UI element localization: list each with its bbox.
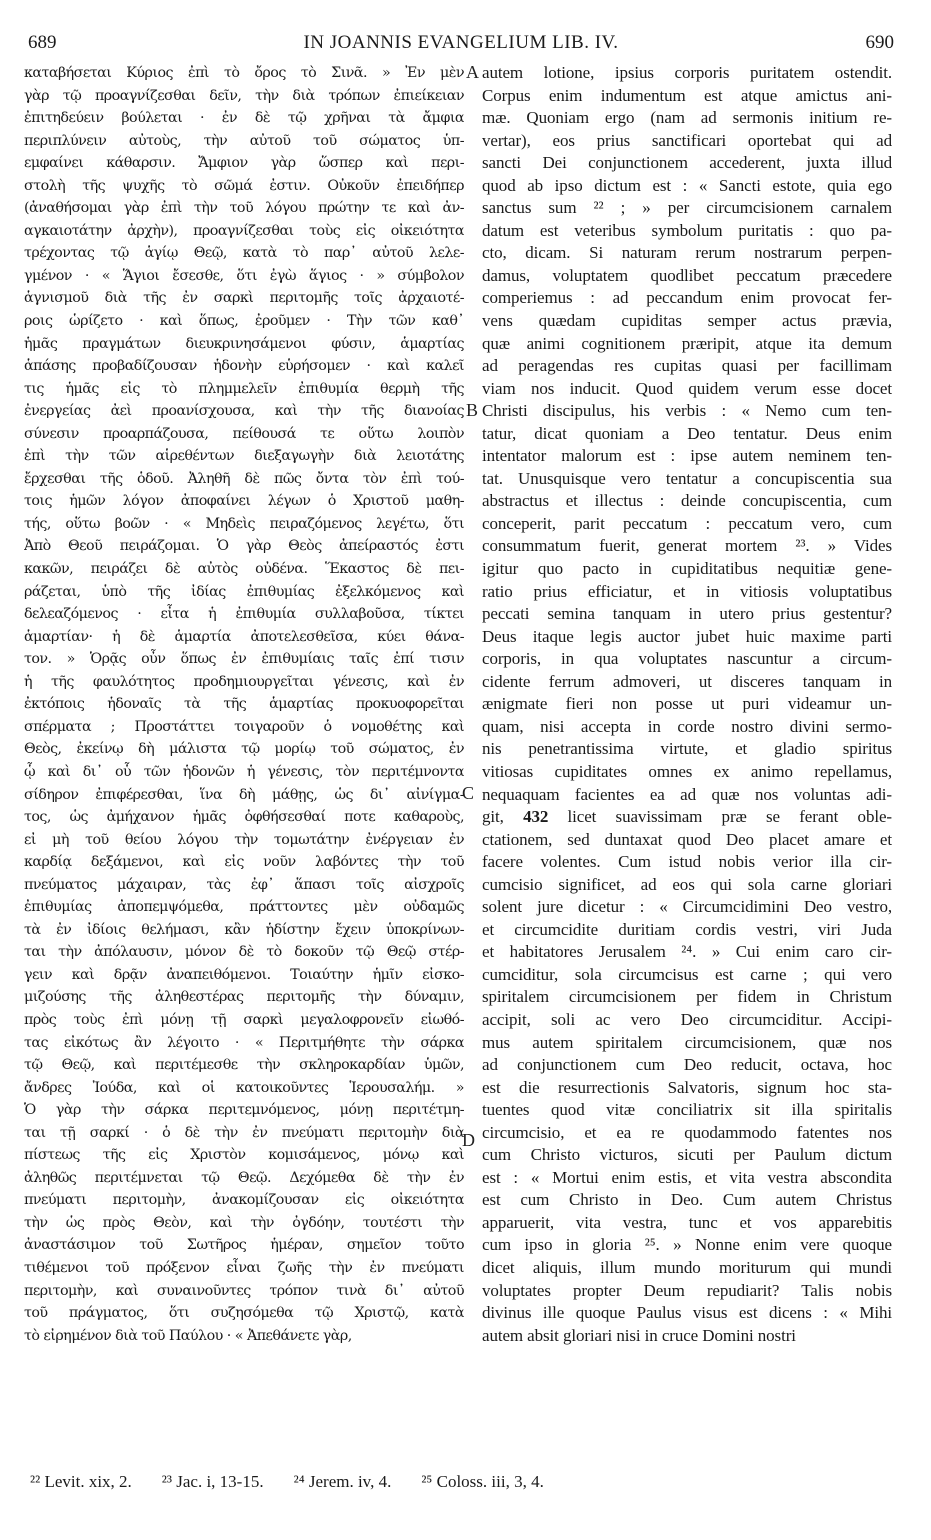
greek-column	[24, 62, 464, 1347]
latin-text-line: conceperit, parit peccatum : peccatum vero, cum	[482, 513, 892, 533]
section-marker-d: D	[462, 1130, 475, 1150]
latin-text-line: dicet aliquis, illum mundo moriturum qui mundi	[482, 1257, 892, 1277]
greek-text-line: τον. » Ὁρᾷς οὖν ὅπως ἐν ἐπιθυμίαις ταῖς ἐπί τισιν	[24, 651, 464, 668]
greek-text-line: ἐπιθυμίας ἀποπεμψόμεθα, πράττοντες μὲν οὐδαμῶς	[24, 899, 464, 916]
latin-text-line: sancti Dei conjunctionem accederent, juxta illud	[482, 153, 892, 173]
greek-text-line: πνεύματι περιτομὴν, ἀνακομίζουσαν εἰς οἰκειότητα	[24, 1192, 464, 1209]
latin-text-line: circumcisio, et ea re quodammodo fatentes nos	[482, 1122, 892, 1142]
latin-text-line: nequaquam facientes ea ad quæ nos voluntas adi-	[482, 784, 892, 804]
greek-text-line: περιτομὴν, καὶ συναινοῦντες τρόπον τινὰ δι᾽ αὐτοῦ	[24, 1282, 464, 1299]
greek-text-line: ἡμᾶς πραγμάτων διευκρινησάμενοι φύσιν, ἁμαρτίας	[24, 335, 464, 352]
latin-text-line: solent jure dicetur : « Circumcidimini Deo vestro,	[482, 897, 892, 917]
latin-text-line: cum Christo victuros, sicuti per Paulum dictum	[482, 1145, 892, 1165]
running-header	[28, 32, 894, 56]
greek-text-line: ἐπὶ τὴν τῶν αἱρεθέντων διεξαγωγὴν διὰ λειοτάτης	[24, 448, 464, 465]
latin-text-line: est cum Christo in Deo. Cum autem Christus	[482, 1190, 892, 1210]
latin-text-line: datum est veteribus symbolum puritatis : quo pa-	[482, 220, 892, 240]
latin-text-line: ad peragendas res cupitas quasi per facillimam	[482, 356, 892, 376]
greek-text-line: ἐπιτηδεύειν βούλεται · ἐν δὲ τῷ χρῆναι τὰ ἄμφια	[24, 110, 464, 127]
section-marker-b: B	[466, 400, 479, 420]
greek-text-line: Ὁ γὰρ τὴν σάρκα περιτεμνόμενος, μόνῃ περιτέτμη-	[24, 1102, 464, 1119]
footnotes	[30, 1472, 690, 1496]
footnote: ²² Levit. xix, 2.	[30, 1472, 132, 1491]
latin-text-line: intentator malorum est : ipse autem neminem ten-	[482, 446, 892, 466]
latin-text-line: vertar), eos prius sanctificari oportebat qui ad	[482, 130, 892, 150]
latin-text-line: autem absit gloriari nisi in cruce Domini nostri	[482, 1325, 796, 1345]
latin-text-line: corporis, in qua voluptates nascuntur a circum-	[482, 649, 892, 669]
latin-text-line: est die resurrectionis Salvatoris, signum hoc sta-	[482, 1077, 892, 1097]
latin-text-line: et circumcidite duritiam cordis vestri, viri Juda	[482, 919, 892, 939]
greek-text-line: καρδίᾳ δεξάμενοι, καὶ εἰς νοῦν λαβόντες τὴν τοῦ	[24, 854, 464, 871]
latin-column	[482, 62, 892, 1347]
section-marker-c: C	[462, 783, 475, 803]
greek-text-line: πνεύματος μάχαιραν, τὰς ἐφ᾽ ἅπασι τοῖς αἰσχροῖς	[24, 876, 464, 893]
latin-text-line: abstractus et illectus : deinde concupiscentia, cum	[482, 491, 892, 511]
greek-text-line: στολὴ τῆς ψυχῆς τὸ σῶμά ἐστιν. Οὐκοῦν ἐπειδήπερ	[24, 177, 464, 194]
right-page-number: 690	[865, 32, 894, 53]
latin-text-line: tuentes quod vitæ conciliatrix sit illa spiritalis	[482, 1100, 892, 1120]
greek-text-line: ται τῇ σαρκί · ὁ δὲ τὴν ἐν πνεύματι περιτομὴν διὰ	[24, 1124, 464, 1141]
section-marker-a: A	[466, 62, 479, 82]
latin-text-line: Deus itaque legis auctor jubet huic maxime parti	[482, 626, 892, 646]
greek-text-line: εἰ μὴ τοῦ θείου λόγου τὴν τομωτάτην ἐνέργειαν ἐν	[24, 831, 464, 848]
left-page-number: 689	[28, 32, 57, 53]
latin-text-line: spiritalem circumcisionem per fidem in Christum	[482, 987, 892, 1007]
greek-text-line: ἐκτόποις ἡδοναῖς τὰ τῆς ἁμαρτίας προκυοφορεῖται	[24, 696, 464, 713]
greek-text-line: σπέρματα ; Προστάττει τοιγαροῦν ὁ νομοθέτης καὶ	[24, 718, 464, 735]
latin-text-line: autem lotione, ipsius corporis puritatem ostendit.	[482, 63, 892, 82]
latin-text-line: comperiemus : ad peccandum enim provocat fer-	[482, 288, 892, 308]
greek-text-line: πρὸς τοὺς ἐπὶ μόνῃ τῇ σαρκὶ μεγαλοφρονεῖν εἰωθό-	[24, 1011, 464, 1028]
latin-text-line: et habitatores Jerusalem ²⁴. » Cui enim caro cir-	[482, 942, 892, 962]
latin-text-line: voluptates propter Deum repudiarit? Talis nobis	[482, 1280, 892, 1300]
latin-text-line: consummatum fuerit, generat mortem ²³. » Vides	[482, 536, 892, 556]
latin-text-line: damus, voluptatem quodlibet peccatum præcedere	[482, 265, 892, 285]
latin-text-line: git, 432 licet suavissimam præ se ferant oble-	[482, 807, 892, 827]
greek-text-line: γμένον · « Ἅγιοι ἔσεσθε, ὅτι ἐγὼ ἅγιος · » σύμβολον	[24, 267, 464, 284]
greek-text-line: (ἀναθήσομαι γὰρ ἐπὶ τὴν τοῦ λόγου πρώτην τε καὶ ἀν-	[24, 200, 464, 217]
latin-text-line: cum ipso in gloria ²⁵. » Nonne enim vere quoque	[482, 1235, 892, 1255]
latin-text-line: facere volentes. Cum istud nobis verior illa cir-	[482, 852, 892, 872]
latin-text-line: cto, dicam. Si naturam rerum nostrarum perpen-	[482, 243, 892, 263]
latin-text-line: Corpus enim indumentum est atque amictus ani-	[482, 85, 892, 105]
latin-text-line: tat. Unusquisque vero tentatur a concupiscentia sua	[482, 468, 892, 488]
latin-text-line: quam, nisi accepta in corde nostro divini sermo-	[482, 716, 892, 736]
greek-text-line: ἄνδρες Ἰούδα, καὶ οἱ κατοικοῦντες Ἱερουσαλήμ. »	[24, 1079, 464, 1096]
marginal-page-number: 432	[523, 807, 549, 827]
latin-text-line: quod ab ipso dictum est : « Sancti estote, quia ego	[482, 175, 892, 195]
greek-text-line: καταβήσεται Κύριος ἐπὶ τὸ ὄρος τὸ Σινᾶ. » Ἐν μὲν	[24, 65, 464, 81]
latin-text-line: cumciditur, sola circumcisus est carne ; qui vero	[482, 964, 892, 984]
running-title: IN JOANNIS EVANGELIUM LIB. IV.	[303, 32, 619, 53]
latin-text-line: tatur, dicat quoniam a Deo tentatur. Deus enim	[482, 423, 892, 443]
latin-text-line: mæ. Quoniam ergo (nam ad sermonis initium re-	[482, 108, 892, 128]
greek-text-line: γειν καὶ δρᾷν ἀναπειθόμενοι. Τοιαύτην ἡμῖν εἰσκο-	[24, 966, 464, 983]
greek-text-line: ἔρχεσθαι τῆς ὁδοῦ. Ἀληθῆ δὲ πῶς ὄντα τὸν ἐπὶ τού-	[24, 470, 464, 487]
latin-text-line: ænigmate fieri non posse ut puri videamur un-	[482, 694, 892, 714]
greek-text-line: ἀναστάσιμον τοῦ Σωτῆρος ἡμέραν, σημεῖον τοῦτο	[24, 1237, 464, 1254]
greek-text-line: τοῦ πράγματος, ὅτι συζησόμεθα τῷ Χριστῷ, κατὰ	[24, 1305, 464, 1322]
greek-text-line: ἁπάσης προβαδίζουσαν ἡδονὴν εὑρήσομεν · καὶ καλεῖ	[24, 358, 464, 375]
greek-text-line: ται τὴν ἀπόλαυσιν, μόνον δὲ τὸ δοκοῦν τῷ Θεῷ στέρ-	[24, 944, 464, 961]
greek-text-line: τας εἰκότως ἂν λέγοιτο · « Περιτμήθητε τὴν σάρκα	[24, 1034, 464, 1051]
latin-text-line: nis penetrantissima virtute, et gladio spiritus	[482, 739, 892, 759]
footnote: ²⁴ Jerem. iv, 4.	[293, 1472, 392, 1491]
latin-text-line: accipit, soli ac vero Deo circumciditur. Accipi-	[482, 1009, 892, 1029]
greek-text-line: ροις ὡρίζετο · καὶ ὅπως, ἐροῦμεν · Τὴν τῶν καθ᾽	[24, 313, 464, 330]
latin-text-line: sanctus sum ²² ; » per circumcisionem carnalem	[482, 198, 892, 218]
greek-text-line: Θεὸς, ἐκείνῳ δὴ μάλιστα τῷ μορίῳ τοῦ σώματος, ἐν	[24, 741, 464, 758]
greek-text-line: πίστεως τῆς εἰς Χριστὸν κομισάμενος, μόνῳ καὶ	[24, 1147, 464, 1164]
latin-text-line: quæ animi cognitionem præripit, atque ita demum	[482, 333, 892, 353]
greek-text-line: δελεαζόμενος · εἶτα ἡ ἐπιθυμία συλλαβοῦσα, τίκτει	[24, 606, 464, 623]
greek-text-line: κακῶν, πειράζει δὲ αὐτὸς οὐδένα. Ἕκαστος δὲ πει-	[24, 561, 464, 578]
greek-text-line: τὸ εἰρημένον διὰ τοῦ Παύλου · « Ἀπεθάνετε γὰρ,	[24, 1327, 352, 1344]
greek-text-line: αγκαιοτάτην ἀρχὴν), προαγνίζεσθαι τοὺς εἰς οἰκειότητα	[24, 222, 464, 239]
latin-text-line: vens quædam cupiditas semper actus prævia,	[482, 311, 892, 331]
greek-text-line: τις ἡμᾶς εἰς τὸ πλημμελεῖν ἐπιθυμία θερμὴ τῆς	[24, 380, 464, 397]
latin-text-line: ratio prius efficiatur, et in vitiosis voluptatibus	[482, 581, 892, 601]
latin-text-line: est : « Mortui enim estis, et vita vestra abscondita	[482, 1167, 892, 1187]
greek-text-line: περιπλύνειν αὐτοὺς, τὴν αὐτοῦ τοῦ σώματος ὑπ-	[24, 132, 464, 149]
latin-text-line: mus autem spiritalem circumcisionem, quæ nos	[482, 1032, 892, 1052]
latin-text-line: vitiosas cupiditates omnes ex animo repellamus,	[482, 761, 892, 781]
latin-text-line: viam nos inducit. Quod quidem verum esse docet	[482, 378, 892, 398]
latin-text-line: divinus ille quoque Paulus visus est dicens : « Mihi	[482, 1303, 892, 1323]
latin-text-line: ctationem, sed duntaxat quod Deo placet amare et	[482, 829, 892, 849]
latin-text-line: ad conjunctionem cum Deo reducit, octava, hoc	[482, 1055, 892, 1075]
greek-text-line: ράζεται, ὑπὸ τῆς ἰδίας ἐπιθυμίας ἐξελκόμενος καὶ	[24, 583, 464, 600]
latin-text-line: cidente ferrum admoveri, ut disceres tanquam in	[482, 671, 892, 691]
greek-text-line: τρέχοντας τῷ ἁγίῳ Θεῷ, κατὰ τὸ παρ᾽ αὐτοῦ λελε-	[24, 245, 464, 262]
greek-text-line: τοις ἡμῶν λόγον ἀποφαίνει λέγων ὁ Χριστοῦ μαθη-	[24, 493, 464, 510]
greek-text-line: σίδηρον ἐπιφέρεσθαι, ἵνα δὴ μάθῃς, ὡς δι᾽ αἰνίγμα-	[24, 786, 464, 803]
greek-text-line: εμφαίνει κάθαρσιν. Ἄμφιον γὰρ ὥσπερ καὶ περι-	[24, 155, 464, 172]
greek-text-line: τος, ὡς ἀμήχανον ἡμᾶς ὀφθήσεσθαί ποτε καθαροὺς,	[24, 809, 464, 826]
footnote: ²⁵ Coloss. iii, 3, 4.	[421, 1472, 544, 1491]
greek-text-line: Ἀπὸ Θεοῦ πειράζομαι. Ὁ γὰρ Θεὸς ἀπείραστός ἐστι	[24, 538, 464, 555]
greek-text-line: τὴν ὡς πρὸς Θεὸν, καὶ τὴν ὀγδόην, τουτέστι τὴν	[24, 1214, 464, 1231]
greek-text-line: τὰ ἐν ἰδίοις θελήμασι, κἂν ἡδίστην ἔχειν ὑποκρίνων-	[24, 921, 464, 938]
greek-text-line: τής, οὕτω βοῶν · « Μηδεὶς πειραζόμενος λεγέτω, ὅτι	[24, 515, 464, 532]
greek-text-line: ἐνεργείας ἀεὶ προανίσχουσα, καὶ τὴν τῆς διανοίας	[24, 403, 464, 420]
greek-text-line: ἁγνισμοῦ διὰ τῆς ἐν σαρκὶ περιτομῆς τοῖς ἀρχαιοτέ-	[24, 290, 464, 307]
greek-text-line: ἁμαρτίαν· ἡ δὲ ἁμαρτία ἀποτελεσθεῖσα, κύει θάνα-	[24, 628, 464, 645]
greek-text-line: σύνεσιν προαρπάζουσα, πείθουσά τε οὕτω λοιπὸν	[24, 425, 464, 442]
greek-text-line: ᾧ καὶ δι᾽ οὗ τῶν ἡδονῶν ἡ γένεσις, τὸν περιτέμνοντα	[24, 763, 464, 780]
footnote: ²³ Jac. i, 13-15.	[161, 1472, 264, 1491]
greek-text-line: γὰρ τῷ προαγνίζεσθαι δεῖν, τὴν διὰ τρόπων ἐπιείκειαν	[24, 87, 464, 104]
greek-text-line: τῷ Θεῷ, καὶ περιτέμεσθε τὴν σκληροκαρδίαν ὑμῶν,	[24, 1057, 464, 1074]
latin-text-line: apparuerit, vita vestra, tunc et vos apparebitis	[482, 1212, 892, 1232]
latin-text-line: igitur quo pacto in cupiditatibus nequitiæ gene-	[482, 559, 892, 579]
latin-text-line: peccati semina tanquam in utero prius gestentur?	[482, 604, 892, 624]
latin-text-line: cumcisio significet, ad eos qui sola carne gloriari	[482, 874, 892, 894]
greek-text-line: ἡ τῆς φαυλότητος προδημιουργεῖται γένεσις, καὶ ἐν	[24, 673, 464, 690]
greek-text-line: μιζούσης τῆς ἀληθεστέρας περιτομῆς τὴν δύναμιν,	[24, 989, 464, 1006]
greek-text-line: τιθέμενοι τοῦ πρόξενον εἶναι ζωῆς τὴν ἐν πνεύματι	[24, 1259, 464, 1276]
greek-text-line: ἀληθῶς περιτέμνεται τῷ Θεῷ. Δεχόμεθα δὲ τὴν ἐν	[24, 1169, 464, 1186]
latin-text-line: Christi discipulus, his verbis : « Nemo cum ten-	[482, 401, 892, 421]
